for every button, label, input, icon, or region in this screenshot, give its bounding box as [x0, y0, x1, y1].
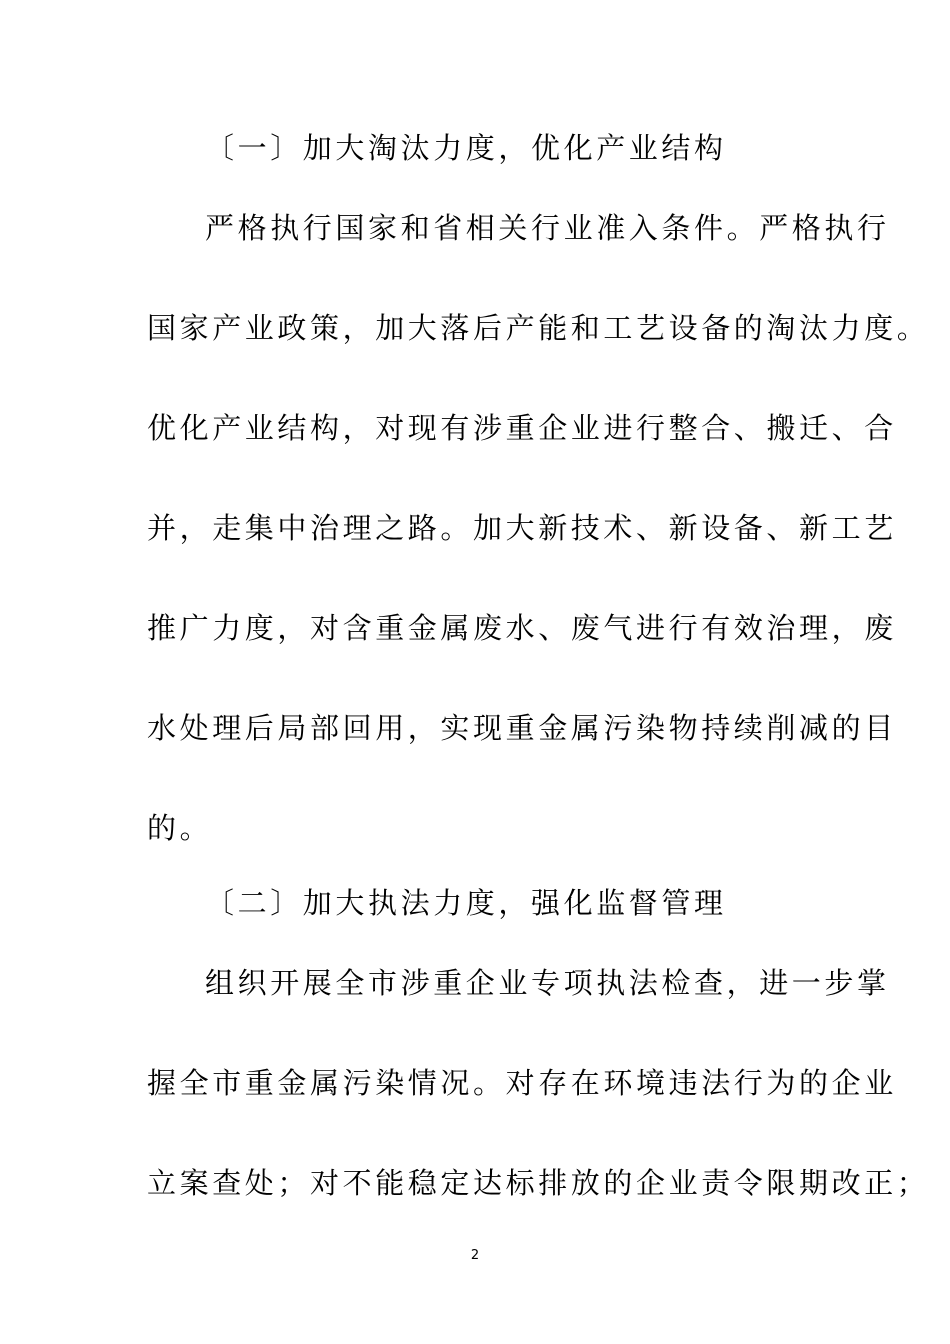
section-heading-1: 〔一〕加大淘汰力度，优化产业结构: [205, 131, 727, 165]
paragraph-1-line-1: 严格执行国家和省相关行业准入条件。严格执行: [205, 211, 890, 245]
paragraph-2-line-2: 握全市重金属污染情况。对存在环境违法行为的企业: [147, 1066, 897, 1100]
paragraph-1-line-7: 的。: [147, 811, 213, 845]
paragraph-2-line-3: 立案查处；对不能稳定达标排放的企业责令限期改正；: [147, 1166, 930, 1200]
paragraph-2-line-1: 组织开展全市涉重企业专项执法检查，进一步掌: [205, 966, 890, 1000]
paragraph-1-line-6: 水处理后局部回用，实现重金属污染物持续削减的目: [147, 711, 897, 745]
page-number: 2: [470, 1248, 480, 1263]
section-heading-2: 〔二〕加大执法力度，强化监督管理: [205, 886, 727, 920]
paragraph-1-line-4: 并，走集中治理之路。加大新技术、新设备、新工艺: [147, 511, 897, 545]
paragraph-1-line-5: 推广力度，对含重金属废水、废气进行有效治理，废: [147, 611, 897, 645]
paragraph-1-line-2: 国家产业政策，加大落后产能和工艺设备的淘汰力度。: [147, 311, 930, 345]
paragraph-1-line-3: 优化产业结构，对现有涉重企业进行整合、搬迁、合: [147, 411, 897, 445]
